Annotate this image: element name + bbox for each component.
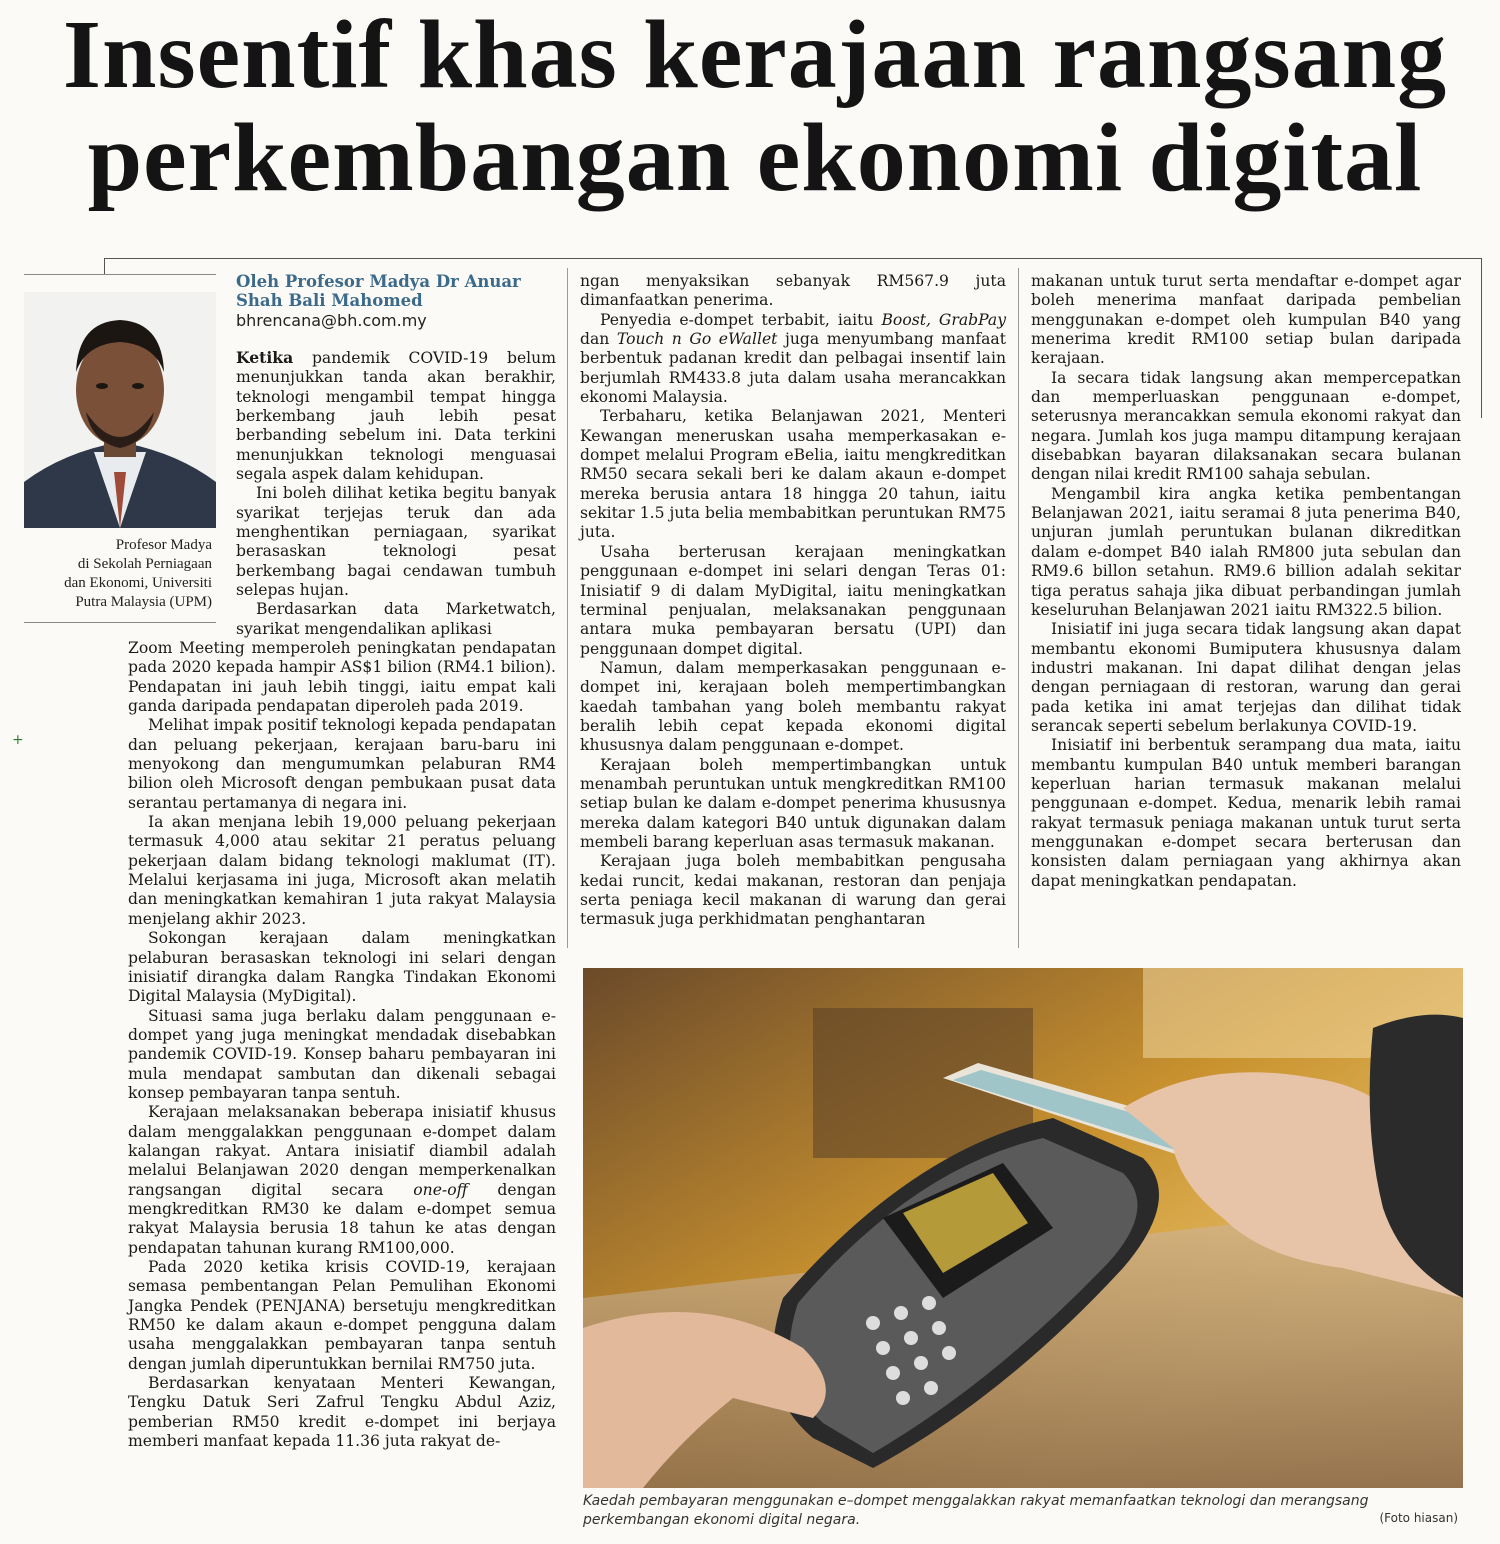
article-paragraph: makanan untuk turut serta mendaftar e-dompet agar boleh menerima manfaat daripada pembelian menggunakan e-dompet oleh kumpulan B40 yang menerima kredit RM100 setiap bulan daripada kerajaan. [1031,272,1461,368]
article-column-2 [580,272,1006,930]
article-paragraph: Inisiatif ini berbentuk serampang dua mata, iaitu membantu kumpulan B40 untuk memberi barangan keperluan harian termasuk makanan melalui penggunaan e-dompet. Kedua, menarik lebih ramai rakyat termasuk peniaga makanan untuk turut serta menggunakan e-dompet secara berterusan dan konsisten dalam perniagaan yang akhirnya akan dapat meningkatkan pendapatan. [1031,736,1461,890]
article-paragraph: Zoom Meeting memperoleh peningkatan pendapatan pada 2020 kepada hampir AS$1 bilion (RM4.1 bilion). Pendapatan ini jauh lebih tinggi, iaitu empat kali ganda daripada pendapatan diperoleh pada 2019. [128,639,556,716]
article-paragraph: Sokongan kerajaan dalam meningkatkan pelaburan berasaskan teknologi ini selari dengan inisiatif dirangka dalam Rangka Tindakan Ekonomi Digital Malaysia (MyDigital). [128,929,556,1006]
author-email: bhrencana@bh.com.my [236,311,427,330]
frame-rule-right [1481,258,1482,418]
payment-photo [583,968,1463,1488]
article-paragraph: Mengambil kira angka ketika pembentangan Belanjawan 2021, iaitu seramai 8 juta penerima B40, unjuran jumlah peruntukan bulanan dikreditkan dalam e-dompet B40 ialah RM800 juta sebulan dan RM9.6 billon setahun. RM9.6 billion adalah sekitar tiga peratus sahaja jika dibuat perbandingan jumlah keseluruhan Belanjawan 2021 iaitu RM322.5 bilion. [1031,484,1461,619]
article-paragraph: Inisiatif ini juga secara tidak langsung akan dapat membantu ekonomi Bumiputera khususnya dalam industri makanan. Ini dapat dilihat dengan jelas dengan perniagaan di restoran, warung dan gerai pada ketika ini amat terjejas dan dilihat tidak serancak seperti sebelum berlakunya COVID-19. [1031,620,1461,735]
headline [40,1,1470,212]
article-paragraph: ngan menyaksikan sebanyak RM567.9 juta dimanfaatkan penerima. [580,272,1006,310]
article-paragraph: Pada 2020 ketika krisis COVID-19, kerajaan semasa pembentangan Pelan Pemulihan Ekonomi Jangka Pendek (PENJANA) bersetuju mengkreditkan RM50 ke dalam akaun e-dompet pengguna dalam usaha menggalakkan pembayaran tanpa sentuh dengan jumlah diperuntukkan bernilai RM750 juta. [128,1258,556,1373]
article-paragraph: Situasi sama juga berlaku dalam penggunaan e-dompet yang juga meningkat mendadak disebabkan pandemik COVID-19. Konsep baharu pembayaran ini mula mendapat sambutan dan dikenali sebagai konsep pembayaran tanpa sentuh. [128,1006,556,1102]
article-paragraph: Ia secara tidak langsung akan mempercepatkan dan memperluaskan penggunaan e-dompet, seterusnya merancakkan semula ekonomi rakyat dan negara. Jumlah kos juga mampu ditampung kerajaan disebabkan bayaran dilaksanakan secara bulanan dengan nilai kredit RM100 sahaja sebulan. [1031,368,1461,484]
article-paragraph: Kerajaan juga boleh membabitkan pengusaha kedai runcit, kedai makanan, restoran dan penjaja serta peniaga kecil makanan di warung dan gerai termasuk juga perkhidmatan penghantaran [580,852,1006,929]
author-caption: Profesor Madya di Sekolah Perniagaan dan Ekonomi, Universiti Putra Malaysia (UPM) [64,537,212,610]
margin-mark: + [12,732,24,748]
article-paragraph: Ini boleh dilihat ketika begitu banyak syarikat terjejas teruk dan ada menghentikan perniagaan, syarikat berasaskan teknologi pesat berkembang bagai cendawan tumbuh selepas hujan. [236,484,556,600]
author-photo [24,292,216,528]
frame-rule-top [104,258,1482,259]
article-paragraph: Ketika pandemik COVID-19 belum menunjukkan tanda akan berakhir, teknologi mengambil tempat hingga berkembang jauh lebih pesat berbanding sebelum ini. Data terkini menunjukkan teknologi menguasai segala aspek dalam kehidupan. [236,348,556,484]
article-paragraph: Namun, dalam memperkasakan penggunaan e-dompet ini, kerajaan boleh mempertimbangkan kaedah tambahan yang boleh membantu rakyat beralih lebih cepat kepada ekonomi digital khususnya dalam penggunaan e-dompet. [580,658,1006,755]
article-paragraph: Ia akan menjana lebih 19,000 peluang pekerjaan termasuk 4,000 atau sekitar 21 peratus peluang pekerjaan dalam bidang teknologi maklumat (IT). Melalui kerjasama ini juga, Microsoft akan melatih dan meningkatkan kemahiran 1 juta rakyat Malaysia menjelang akhir 2023. [128,813,556,928]
sidebar-rule-bottom [24,622,216,623]
article-column-1-top [236,348,556,639]
article-paragraph: Terbaharu, ketika Belanjawan 2021, Menteri Kewangan meneruskan usaha memperkasakan e-dompet melalui Program eBelia, iaitu mengkreditkan RM50 secara sekali beri ke dalam akaun e-dompet mereka berusia antara 18 hingga 20 tahun, iaitu sekitar 1.5 juta belia membabitkan peruntukan RM75 juta. [580,407,1006,542]
article-paragraph: Penyedia e-dompet terbabit, iaitu Boost, GrabPay dan Touch n Go eWallet juga menyumbang manfaat berbentuk padanan kredit dan pelbagai insentif lain berjumlah RM433.8 juta dalam usaha merancakkan ekonomi Malaysia. [580,310,1007,407]
photo-credit: (Foto hiasan) [1379,1511,1458,1525]
photo-caption: Kaedah pembayaran menggunakan e–dompet menggalakkan rakyat memanfaatkan teknologi dan merangsang perkembangan ekonomi digital negara. [583,1493,1369,1528]
sidebar-rule-top [24,274,216,275]
headline-line-2: perkembangan ekonomi digital [87,104,1423,212]
column-rule-1 [567,268,568,948]
article-paragraph: Kerajaan melaksanakan beberapa inisiatif khusus dalam menggalakkan penggunaan e-dompet dalam kalangan rakyat. Antara inisiatif diambil adalah melalui Belanjawan 2020 dengan memperkenalkan rangsangan digital secara one-off dengan mengkreditkan RM30 ke dalam e-dompet semua rakyat Malaysia berusia 18 tahun ke atas dengan pendapatan tahunan kurang RM100,000. [128,1103,556,1257]
article-paragraph: Kerajaan boleh mempertimbangkan untuk menambah peruntukan untuk mengkreditkan RM100 setiap bulan ke dalam e-dompet penerima khususnya mereka dalam kategori B40 untuk digunakan dalam membeli barang keperluan asas termasuk makanan. [580,755,1006,851]
headline-line-1: Insentif khas kerajaan rangsang [62,1,1448,109]
lead-word: Ketika [236,348,294,367]
article-paragraph: Melihat impak positif teknologi kepada pendapatan dan peluang pekerjaan, kerajaan baru-baru ini menyokong dan mengumumkan pelaburan RM4 bilion oleh Microsoft dengan pembukaan pusat data serantau pertamanya di negara ini. [128,716,556,812]
author-name-line-2: Shah Bali Mahomed [236,291,423,310]
article-column-1-bottom [128,639,556,1451]
frame-rule-left [104,258,105,274]
article-column-3 [1031,272,1461,891]
article-paragraph: Berdasarkan kenyataan Menteri Kewangan, Tengku Datuk Seri Zafrul Tengku Abdul Aziz, pemberian RM50 kredit e-dompet ini berjaya memberi manfaat kepada 11.36 juta rakyat de- [128,1374,556,1451]
column-rule-2 [1018,268,1019,948]
byline [236,272,556,330]
article-paragraph: Berdasarkan data Marketwatch, syarikat mengendalikan aplikasi [236,600,556,638]
article-paragraph: Usaha berterusan kerajaan meningkatkan penggunaan e-dompet ini selari dengan Teras 01: Inisiatif 9 di dalam MyDigital, iaitu meningkatkan terminal penjualan, melaksanakan penggunaan antara muka pembayaran bersatu (UPI) dan penggunaan dompet digital. [580,542,1006,658]
author-name-line-1: Oleh Profesor Madya Dr Anuar [236,272,521,291]
